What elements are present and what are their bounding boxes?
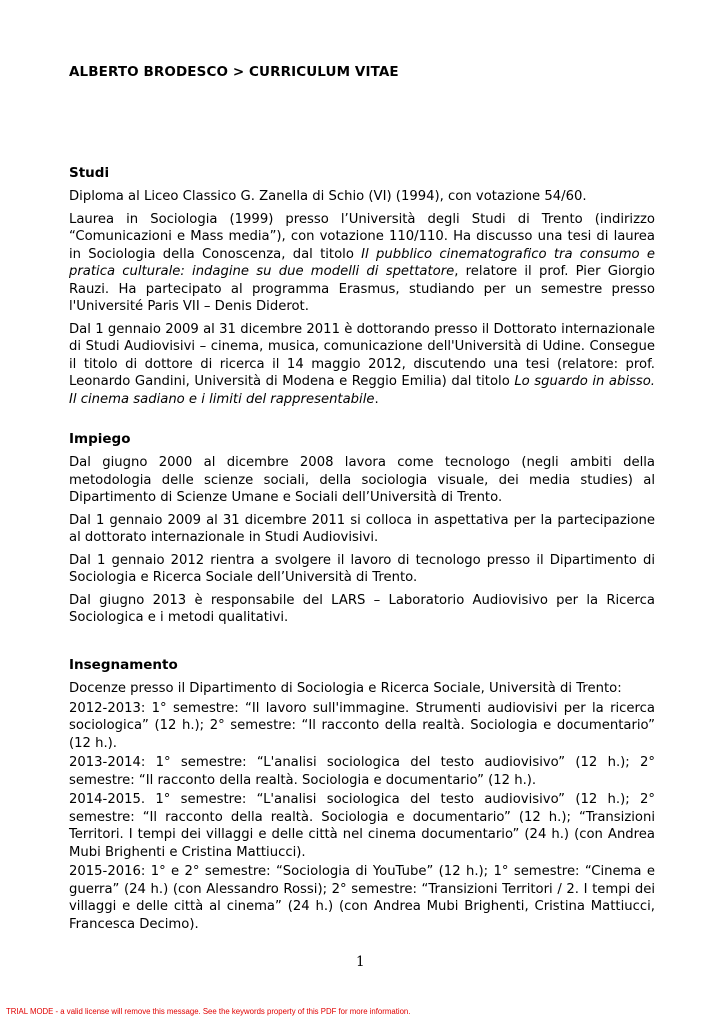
paragraph-impiego-4: Dal giugno 2013 è responsabile del LARS – Laboratorio Audiovisivo per la Ricerca Sociologica e i metodi qualitativi. [69,592,655,625]
paragraph-dottorato [69,321,655,409]
document-title: ALBERTO BRODESCO > CURRICULUM VITAE [69,64,399,80]
trial-mode-notice: TRIAL MODE - a valid license will remove this message. See the keywords property of this PDF for more information. [6,1007,411,1016]
laurea-text-2: , relatore il prof. Pier Giorgio Rauzi. Ha partecipato al programma Erasmus, studiando per un semestre presso l'Université Paris VII – Denis Diderot. [69,264,655,314]
section-insegnamento [69,657,655,935]
paragraph-year-2015-2016: 2015-2016: 1° e 2° semestre: “Sociologia di YouTube” (12 h.); 1° semestre: “Cinema e guerra” (24 h.) (con Alessandro Rossi); 2° semestre: “Transizioni Territori / 2. I tempi dei villaggi e delle città al cinema” (24 h.) (con Andrea Mubi Brighenti, Cristina Mattiucci, Francesca Decimo). [69,864,655,932]
section-heading-insegnamento: Insegnamento [69,657,178,673]
section-impiego [69,431,655,632]
paragraph-impiego-1: Dal giugno 2000 al dicembre 2008 lavora come tecnologo (negli ambiti della metodologia delle scienze sociali, della sociologia visuale, dei media studies) al Dipartimento di Scienze Umane e Sociali dell’Università di Trento. [69,455,655,505]
page-number: 1 [356,954,365,970]
paragraph-laurea [69,211,655,316]
dottorato-text-1: Dal 1 gennaio 2009 al 31 dicembre 2011 è dottorando presso il Dottorato internazionale di Studi Audiovisivi – cinema, musica, comunicazione dell'Università di Udine. Consegue il titolo di dottore di ricerca il 14 maggio 2012, discutendo una tesi (relatore: prof. Leonardo Gandini, Università di Modena e Reggio Emilia) dal titolo [69,321,655,389]
laurea-text-1: Laurea in Sociologia (1999) presso l’Università degli Studi di Trento (indirizzo “Comunicazioni e Mass media”), con votazione 110/110. Ha discusso una tesi di laurea in Sociologia della Conoscenza, dal titolo [69,211,655,262]
paragraph-year-2013-2014: 2013-2014: 1° semestre: “L'analisi sociologica del testo audiovisivo” (12 h.); 2° semestre: “Il racconto della realtà. Sociologia e documentario” (12 h.). [69,755,655,788]
section-studi [69,165,655,413]
dottorato-text-2: . [374,391,379,407]
dottorato-thesis-title: Lo sguardo in abisso. Il cinema sadiano e i limiti del rappresentabile [69,374,655,407]
paragraph-impiego-2: Dal 1 gennaio 2009 al 31 dicembre 2011 si colloca in aspettativa per la partecipazione al dottorato internazionale in Studi Audiovisivi. [69,512,655,545]
section-heading-studi: Studi [69,165,110,181]
paragraph-year-2012-2013: 2012-2013: 1° semestre: “Il lavoro sull'immagine. Strumenti audiovisivi per la ricerca sociologica” (12 h.); 2° semestre: “Il racconto della realtà. Sociologia e documentario” (12 h.). [69,700,655,751]
paragraph-diploma: Diploma al Liceo Classico G. Zanella di Schio (VI) (1994), con votazione 54/60. [69,189,587,204]
laurea-thesis-title: Il pubblico cinematografico tra consumo e pratica culturale: indagine su due modelli di spettatore [69,246,655,279]
section-heading-impiego: Impiego [69,431,131,447]
paragraph-year-2014-2015: 2014-2015. 1° semestre: “L'analisi sociologica del testo audiovisivo” (12 h.); 2° semestre: “Il racconto della realtà. Sociologia e documentario” (12 h.); “Transizioni Territori. I tempi dei villaggi e delle città nel cinema documentario” (24 h.) (con Andrea Mubi Brighenti e Cristina Mattiucci). [69,792,655,860]
paragraph-impiego-3: Dal 1 gennaio 2012 rientra a svolgere il lavoro di tecnologo presso il Dipartimento di Sociologia e Ricerca Sociale dell’Università di Trento. [69,552,655,585]
paragraph-insegnamento-intro: Docenze presso il Dipartimento di Sociologia e Ricerca Sociale, Università di Trento: [69,681,622,696]
